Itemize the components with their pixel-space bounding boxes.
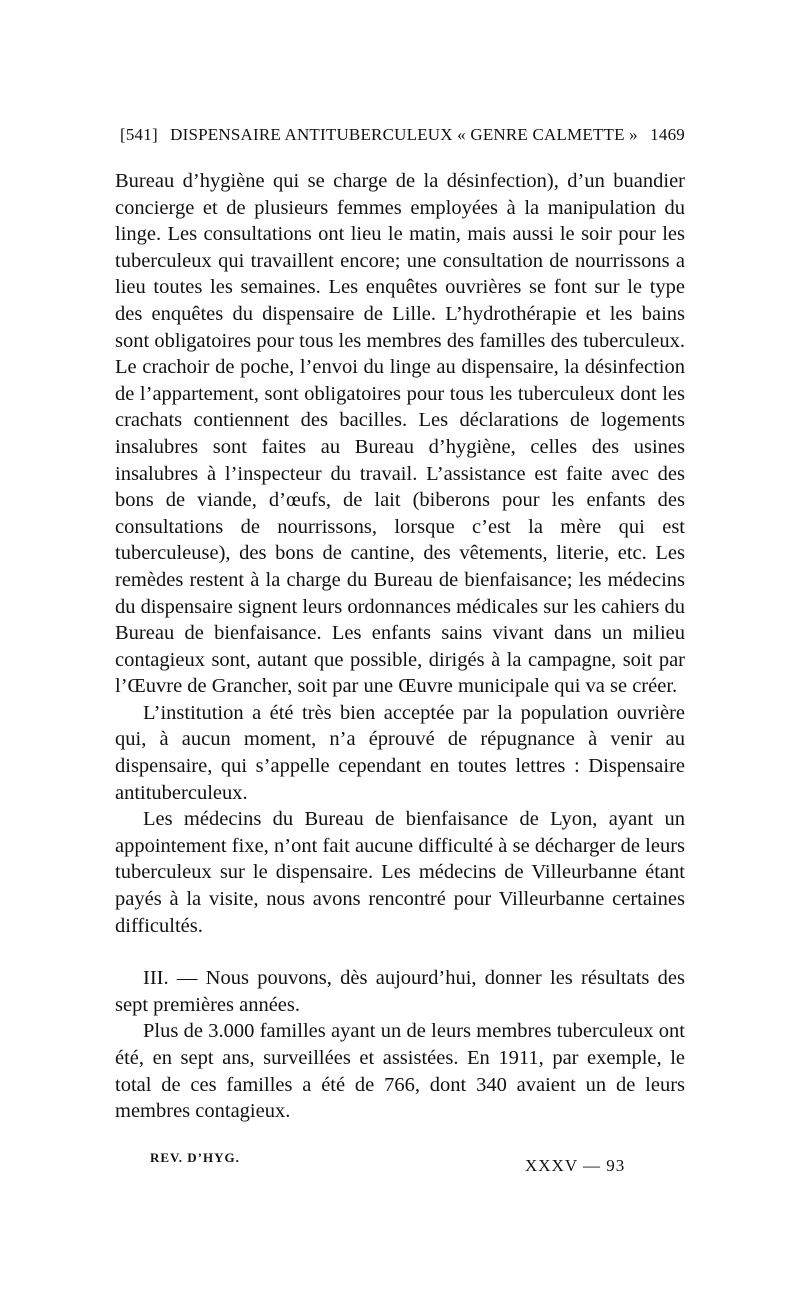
- paragraph-5: Plus de 3.000 familles ayant un de leurs membres tuberculeux ont été, en sept ans, surveillées et assistées. En 1911, par exemple, le total de ces familles a été de 766, dont 340 avaient un de leurs membres contagieux.: [115, 1020, 685, 1123]
- header-page-ref: [541]: [120, 125, 158, 144]
- paragraph-4: III. — Nous pouvons, dès aujourd’hui, donner les résultats des sept premières années.: [115, 967, 685, 1016]
- running-header: [120, 125, 685, 165]
- section-gap: [115, 939, 685, 965]
- footer-journal-ref: REV. D’HYG.: [150, 1150, 240, 1165]
- body-text: [115, 168, 685, 1125]
- header-title: DISPENSAIRE ANTITUBERCULEUX « GENRE CALMETTE »: [170, 125, 638, 144]
- paragraph-2: L’institution a été très bien acceptée par la population ouvrière qui, à aucun moment, n’a éprouvé de répugnance à venir au dispensaire, qui s’appelle cependant en toutes lettres : Dispensaire antituberculeux.: [115, 701, 685, 804]
- header-page-number: 1469: [650, 125, 685, 144]
- paragraph-3: Les médecins du Bureau de bienfaisance de Lyon, ayant un appointement fixe, n’ont fait aucune difficulté à se décharger de leurs tuberculeux sur le dispensaire. Les médecins de Villeurbanne étant payés à la visite, nous avons rencontré pour Villeurbanne certaines difficultés.: [115, 808, 685, 937]
- paragraph-1: Bureau d’hygiène qui se charge de la désinfection), d’un buandier concierge et de plusieurs femmes employées à la manipulation du linge. Les consultations ont lieu le matin, mais aussi le soir pour les tuberculeux qui travaillent encore; une consultation de nourrissons a lieu toutes les semaines. Les enquêtes ouvrières se font sur le type des enquêtes du dispensaire de Lille. L’hydrothérapie et les bains sont obligatoires pour tous les membres des familles des tuberculeux. Le crachoir de poche, l’envoi du linge au dispensaire, la désinfection de l’appartement, sont obligatoires pour tous les tuberculeux dont les crachats contiennent des bacilles. Les déclarations de logements insalubres sont faites au Bureau d’hygiène, celles des usines insalubres à l’inspecteur du travail. L’assistance est faite avec des bons de viande, d’œufs, de lait (biberons pour les enfants des consultations de nourrissons, lorsque c’est la mère qui est tuberculeuse), des bons de cantine, des vêtements, literie, etc. Les remèdes restent à la charge du Bureau de bienfaisance; les médecins du dispensaire signent leurs ordonnances médicales sur les cahiers du Bureau de bienfaisance. Les enfants sains vivant dans un milieu contagieux sont, autant que possible, dirigés à la campagne, soit par l’Œuvre de Grancher, soit par une Œuvre municipale qui va se créer.: [115, 170, 685, 698]
- footer-signature-mark: XXXV — 93: [525, 1156, 626, 1175]
